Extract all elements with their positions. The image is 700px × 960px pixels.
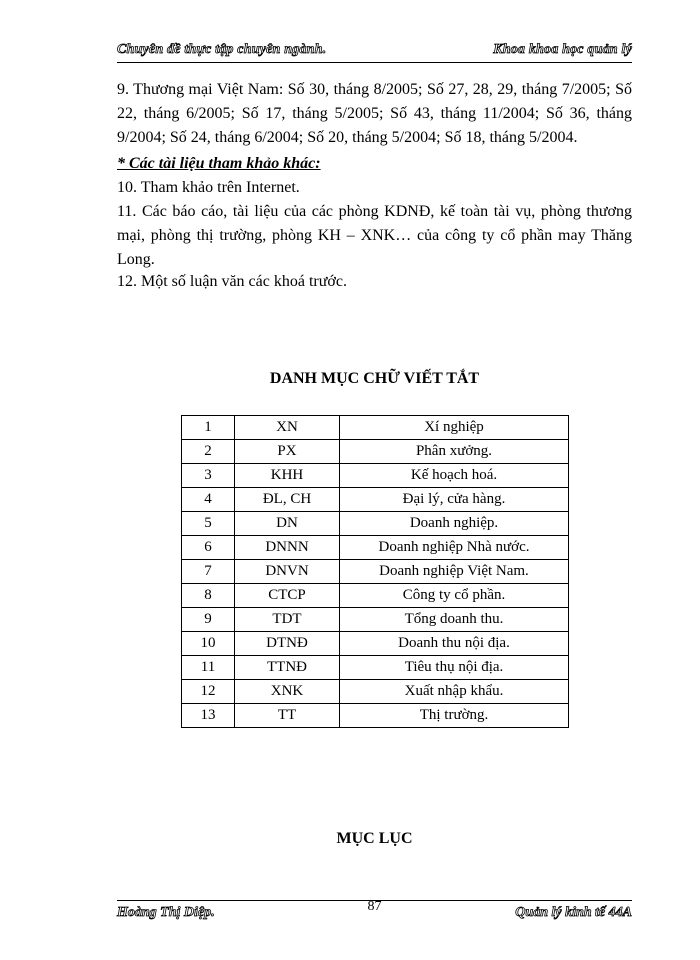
meaning-cell: Doanh nghiệp Việt Nam. (340, 560, 569, 584)
abbreviation-cell: PX (235, 440, 340, 464)
table-row (182, 608, 569, 632)
abbreviation-cell: TTNĐ (235, 656, 340, 680)
page-header (117, 40, 632, 63)
reference-item-12: 12. Một số luận văn các khoá trước. (117, 273, 347, 290)
table-row (182, 704, 569, 728)
row-number-cell: 11 (182, 656, 235, 680)
table-row (182, 536, 569, 560)
row-number-cell: 9 (182, 608, 235, 632)
meaning-cell: Đại lý, cửa hàng. (340, 488, 569, 512)
abbreviation-cell: DN (235, 512, 340, 536)
table-row (182, 512, 569, 536)
page-number: 87 (367, 899, 382, 914)
other-references-heading: * Các tài liệu tham khảo khác: (117, 155, 321, 172)
row-number-cell: 7 (182, 560, 235, 584)
meaning-cell: Doanh nghiệp Nhà nước. (340, 536, 569, 560)
table-row (182, 464, 569, 488)
meaning-cell: Xí nghiệp (340, 416, 569, 440)
table-row (182, 416, 569, 440)
abbreviation-cell: TDT (235, 608, 340, 632)
abbreviation-cell: DNNN (235, 536, 340, 560)
abbreviation-cell: CTCP (235, 584, 340, 608)
row-number-cell: 2 (182, 440, 235, 464)
abbreviations-table (181, 415, 569, 728)
meaning-cell: Doanh thu nội địa. (340, 632, 569, 656)
header-left-text: Chuyên đề thực tập chuyên ngành. (117, 42, 327, 57)
meaning-cell: Tiêu thụ nội địa. (340, 656, 569, 680)
header-right-text: Khoa khoa học quản lý (493, 42, 632, 57)
table-row (182, 680, 569, 704)
row-number-cell: 6 (182, 536, 235, 560)
meaning-cell: Phân xưởng. (340, 440, 569, 464)
row-number-cell: 8 (182, 584, 235, 608)
abbreviation-cell: XNK (235, 680, 340, 704)
meaning-cell: Xuất nhập khẩu. (340, 680, 569, 704)
reference-item-10: 10. Tham khảo trên Internet. (117, 179, 300, 196)
table-row (182, 440, 569, 464)
meaning-cell: Doanh nghiệp. (340, 512, 569, 536)
abbreviation-cell: DTNĐ (235, 632, 340, 656)
table-row (182, 560, 569, 584)
reference-item-11: 11. Các báo cáo, tài liệu của các phòng KDNĐ, kế toàn tài vụ, phòng thương mại, phòng thị trường, phòng KH – XNK… của công ty cổ phần may Thăng Long. (117, 203, 632, 268)
row-number-cell: 13 (182, 704, 235, 728)
table-row (182, 584, 569, 608)
footer-class: Quản lý kinh tế 44A (515, 905, 632, 920)
abbreviation-cell: ĐL, CH (235, 488, 340, 512)
table-row (182, 632, 569, 656)
page-footer (117, 900, 632, 927)
contents-title: MỤC LỤC (336, 830, 413, 847)
meaning-cell: Kế hoạch hoá. (340, 464, 569, 488)
footer-author: Hoàng Thị Diệp. (117, 905, 215, 920)
table-row (182, 488, 569, 512)
abbreviation-cell: KHH (235, 464, 340, 488)
reference-item-9: 9. Thương mại Việt Nam: Số 30, tháng 8/2005; Số 27, 28, 29, tháng 7/2005; Số 22, tháng 6/2005; Số 17, tháng 5/2005; Số 43, tháng 11/2004; Số 36, tháng 9/2004; Số 24, tháng 6/2004; Số 20, tháng 5/2004; Số 18, tháng 5/2004. (117, 81, 632, 146)
meaning-cell: Tổng doanh thu. (340, 608, 569, 632)
row-number-cell: 5 (182, 512, 235, 536)
meaning-cell: Công ty cổ phần. (340, 584, 569, 608)
row-number-cell: 1 (182, 416, 235, 440)
table-row (182, 656, 569, 680)
row-number-cell: 3 (182, 464, 235, 488)
meaning-cell: Thị trường. (340, 704, 569, 728)
abbreviation-cell: XN (235, 416, 340, 440)
abbreviation-cell: DNVN (235, 560, 340, 584)
abbreviations-title: DANH MỤC CHỮ VIẾT TẮT (269, 370, 480, 387)
row-number-cell: 4 (182, 488, 235, 512)
abbreviation-cell: TT (235, 704, 340, 728)
row-number-cell: 10 (182, 632, 235, 656)
row-number-cell: 12 (182, 680, 235, 704)
